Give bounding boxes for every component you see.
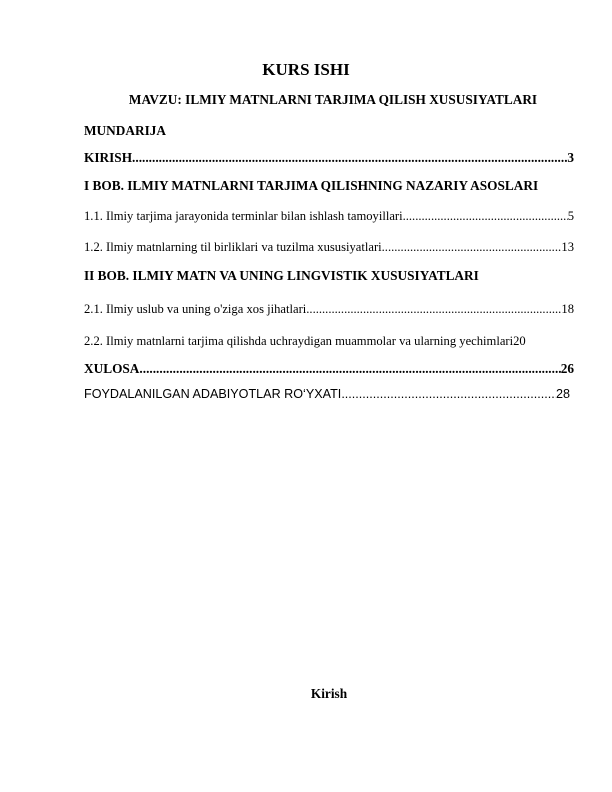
toc-entry-adabiyotlar	[84, 386, 570, 402]
toc-label: 2.1. Ilmiy uslub va uning o'ziga xos jihatlari	[84, 302, 307, 316]
toc-entry-xulosa	[84, 361, 574, 377]
toc-leader-dots	[403, 208, 568, 224]
toc-leader-dots	[341, 386, 556, 402]
document-title: KURS ISHI	[262, 60, 350, 79]
toc-entry-2-2	[84, 333, 574, 349]
toc-leader-dots	[139, 361, 560, 377]
toc-page-number: 18	[561, 302, 574, 316]
toc-page-number: 5	[567, 209, 574, 223]
toc-page-number: 26	[560, 361, 574, 376]
toc-entry-1-1	[84, 208, 574, 224]
toc-label: XULOSA	[84, 361, 140, 376]
toc-chapter-2-title: II BOB. ILMIY MATN VA UNING LINGVISTIK XUSUSIYATLARI	[84, 268, 479, 283]
toc-leader-dots	[132, 150, 567, 166]
introduction-heading: Kirish	[310, 686, 348, 701]
toc-label: 2.2. Ilmiy matnlarni tarjima qilishda uchraydigan muammolar va ularning yechimlari	[84, 334, 514, 348]
toc-label: FOYDALANILGAN ADABIYOTLAR RO‘YXATI	[84, 387, 342, 401]
toc-label: 1.2. Ilmiy matnlarning til birliklari va tuzilma xususiyatlari	[84, 240, 382, 254]
toc-page-number: 20	[513, 334, 526, 348]
toc-label: KIRISH	[84, 150, 133, 165]
toc-page-number: 28	[555, 387, 570, 401]
toc-leader-dots	[306, 301, 561, 317]
toc-entry-2-1	[84, 301, 574, 317]
document-subtitle: MAVZU: ILMIY MATNLARNI TARJIMA QILISH XUSUSIYATLARI	[128, 92, 538, 107]
toc-page-number: 13	[561, 240, 574, 254]
toc-entry-kirish	[84, 150, 574, 166]
toc-entry-1-2	[84, 239, 574, 255]
toc-leader-dots	[382, 239, 562, 255]
toc-chapter-1-title: I BOB. ILMIY MATNLARNI TARJIMA QILISHNING NAZARIY ASOSLARI	[84, 178, 539, 193]
contents-heading: MUNDARIJA	[84, 123, 166, 138]
toc-page-number: 3	[567, 150, 574, 165]
toc-label: 1.1. Ilmiy tarjima jarayonida terminlar bilan ishlash tamoyillari	[84, 209, 403, 223]
